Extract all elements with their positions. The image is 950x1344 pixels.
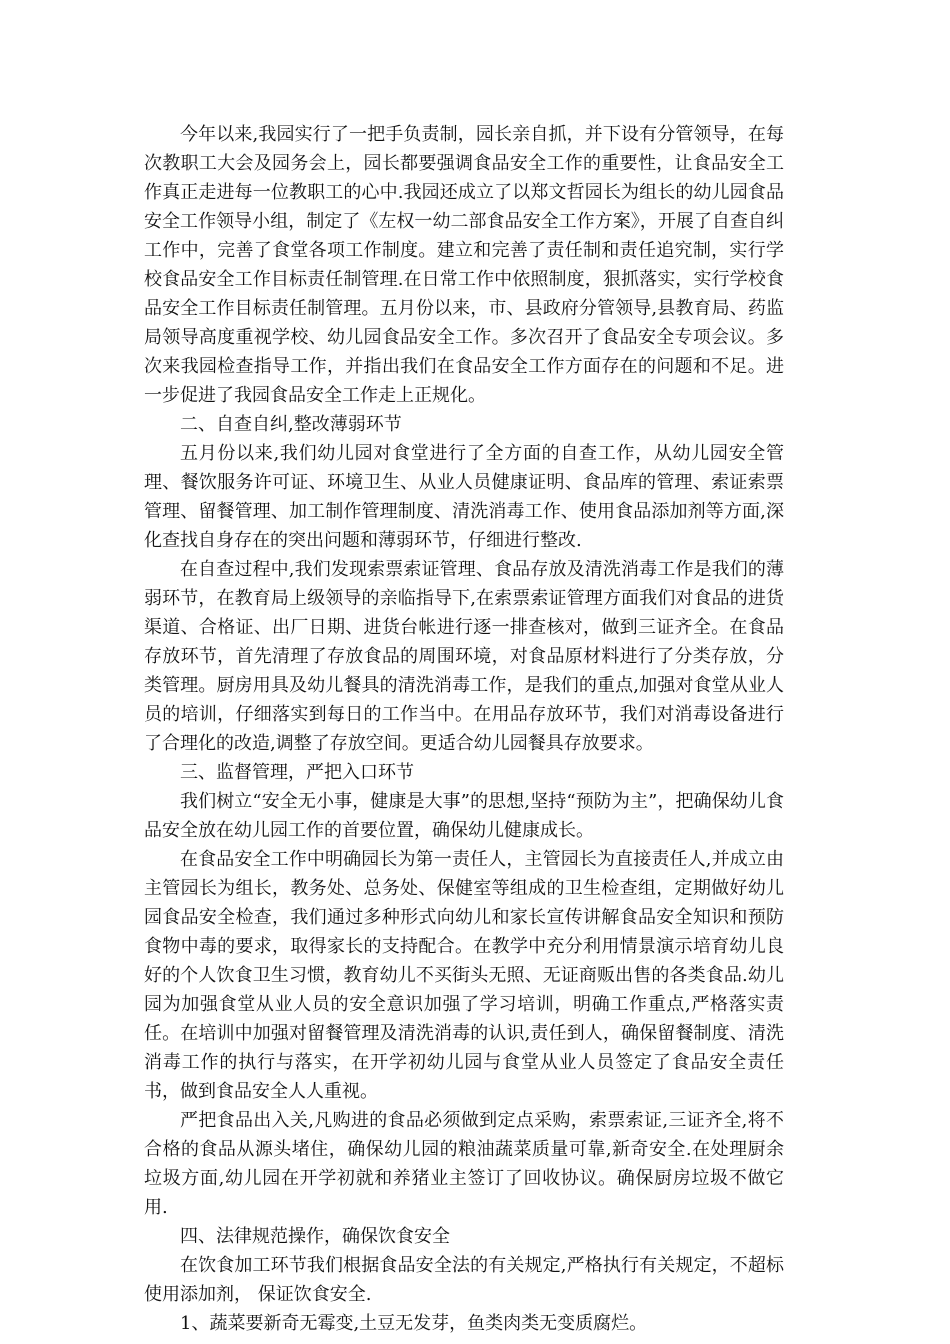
paragraph-leadership: 今年以来,我园实行了一把手负责制，园长亲自抓，并下设有分管领导，在每次教职工大会及园务会上，园长都要强调食品安全工作的重要性，让食品安全工作真正走进每一位教职工的心中.我园还成立了以郑文哲园长为组长的幼儿园食品安全工作领导小组，制定了《左权一幼二部食品安全工作方案》，开展了自查自纠工作中，完善了食堂各项工作制度。建立和完善了责任制和责任追究制，实行学校食品安全工作目标责任制管理.在日常工作中依照制度，狠抓落实，实行学校食品安全工作目标责任制管理。五月份以来，市、县政府分管领导,县教育局、药监局领导高度重视学校、幼儿园食品安全工作。多次召开了食品安全专项会议。多次来我园检查指导工作，并指出我们在食品安全工作方面存在的问题和不足。进一步促进了我园食品安全工作走上正规化。: [144, 124, 784, 406]
section-heading-supervision: 三、监督管理，严把入口环节: [180, 762, 414, 783]
section-heading-legal-operation: 四、法律规范操作，确保饮食安全: [180, 1226, 450, 1247]
paragraph-responsibility: 在食品安全工作中明确园长为第一责任人，主管园长为直接责任人,并成立由主管园长为组长，教务处、总务处、保健室等组成的卫生检查组，定期做好幼儿园食品安全检查，我们通过多种形式向幼儿和家长宣传讲解食品安全知识和预防食物中毒的要求，取得家长的支持配合。在教学中充分利用情景演示培育幼儿良好的个人饮食卫生习惯，教育幼儿不买街头无照、无证商贩出售的各类食品.幼儿园为加强食堂从业人员的安全意识加强了学习培训，明确工作重点,严格落实责任。在培训中加强对留餐管理及清洗消毒的认识,责任到人，确保留餐制度、清洗消毒工作的执行与落实，在开学初幼儿园与食堂从业人员签定了食品安全责任书，做到食品安全人人重视。: [144, 849, 784, 1102]
section-heading-self-inspection: 二、自查自纠,整改薄弱环节: [180, 414, 402, 435]
list-item-vegetables: 1、蔬菜要新奇无霉变,土豆无发芽，鱼类肉类无变质腐烂。: [180, 1313, 648, 1334]
paragraph-weak-links: 在自查过程中,我们发现索票索证管理、食品存放及清洗消毒工作是我们的薄弱环节，在教育局上级领导的亲临指导下,在索票索证管理方面我们对食品的进货渠道、合格证、出厂日期、进货台帐进行逐一排查核对，做到三证齐全。在食品存放环节，首先清理了存放食品的周围环境，对食品原材料进行了分类存放，分类管理。厨房用具及幼儿餐具的清洗消毒工作，是我们的重点,加强对食堂从业人员的培训，仔细落实到每日的工作当中。在用品存放环节，我们对消毒设备进行了合理化的改造,调整了存放空间。更适合幼儿园餐具存放要求。: [144, 559, 784, 754]
paragraph-safety-philosophy: 我们树立“安全无小事，健康是大事”的思想,坚持“预防为主”，把确保幼儿食品安全放在幼儿园工作的首要位置，确保幼儿健康成长。: [144, 791, 784, 841]
paragraph-processing: 在饮食加工环节我们根据食品安全法的有关规定,严格执行有关规定，不超标使用添加剂， 保证饮食安全.: [144, 1255, 784, 1305]
paragraph-procurement: 严把食品出入关,凡购进的食品必须做到定点采购，索票索证,三证齐全,将不合格的食品从源头堵住，确保幼儿园的粮油蔬菜质量可靠,新奇安全.在处理厨余垃圾方面,幼儿园在开学初就和养猪业主签订了回收协议。确保厨房垃圾不做它用.: [144, 1110, 784, 1218]
document-body: [144, 120, 784, 1338]
paragraph-self-inspection: 五月份以来,我们幼儿园对食堂进行了全方面的自查工作，从幼儿园安全管理、餐饮服务许可证、环境卫生、从业人员健康证明、食品库的管理、索证索票管理、留餐管理、加工制作管理制度、清洗消毒工作、使用食品添加剂等方面,深化查找自身存在的突出问题和薄弱环节，仔细进行整改.: [144, 443, 784, 551]
